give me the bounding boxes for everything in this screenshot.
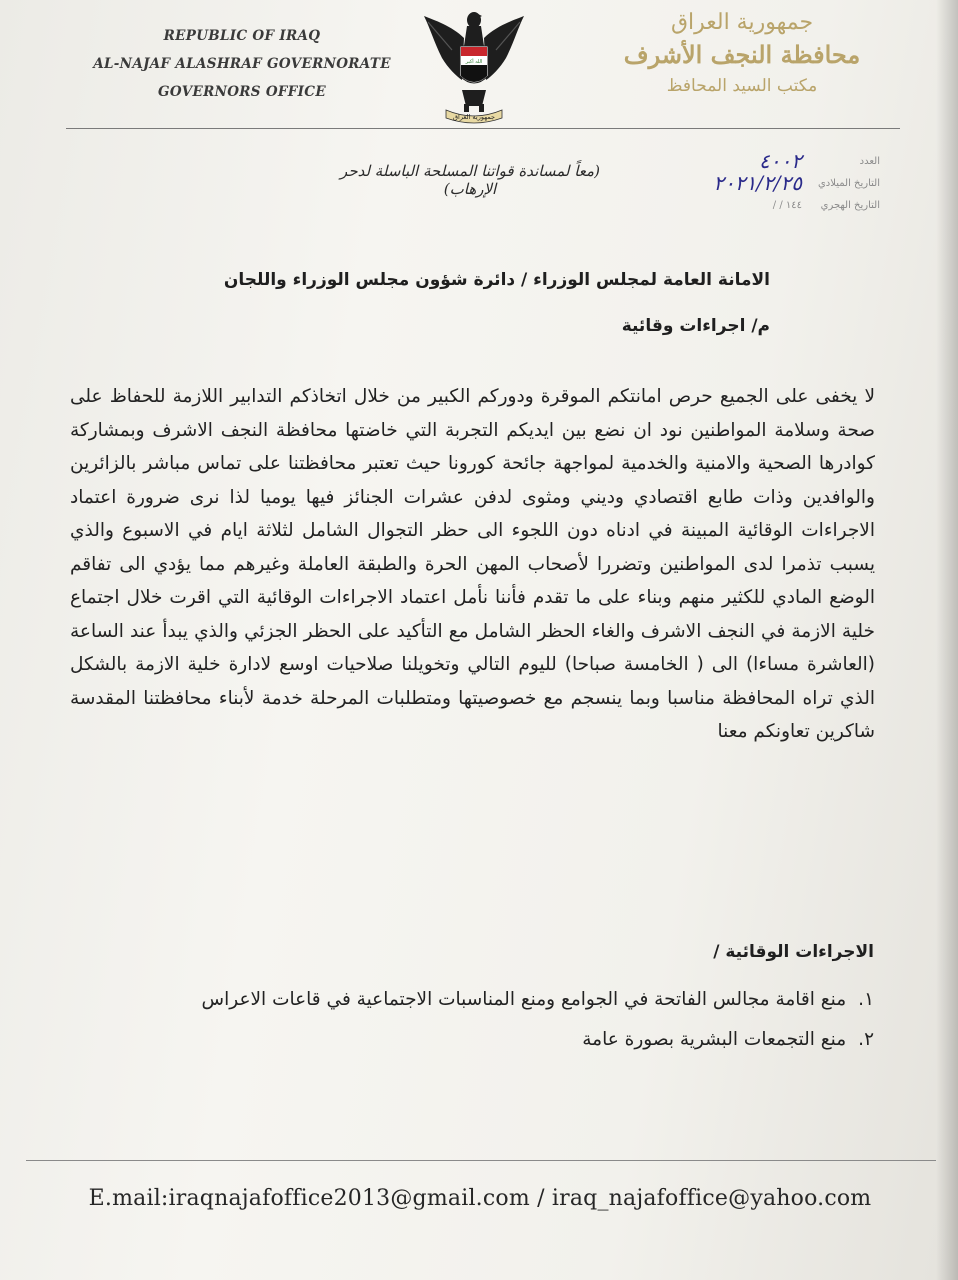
number-label: العدد [859,155,880,167]
procedures-title: الاجراءات الوقائية / [713,942,874,962]
page-shadow [936,0,958,1280]
footer-email: E.mail:iraqnajafoffice2013@gmail.com / iraq_najafoffice@yahoo.com [88,1186,872,1211]
date-value: ٢٠٢١/٢/٢٥ [713,171,802,195]
hijri-date-label: التاريخ الهجري [820,199,880,211]
emblem-banner-text: جمهورية العراق [453,113,495,121]
reference-block [640,150,880,216]
list-item-text: منع اقامة مجالس الفاتحة في الجوامع ومنع المناسبات الاجتماعية في قاعات الاعراس [201,989,847,1010]
list-item-number: ١. [858,989,874,1010]
list-item [94,980,874,1020]
header-divider [66,128,900,129]
number-value: ٤٠٠٢ [759,149,802,173]
english-letterhead [92,22,392,106]
date-label: التاريخ الميلادي [817,177,880,189]
subject-line: م/ اجراءات وقائية [621,316,770,336]
footer-divider [26,1160,936,1161]
arabic-letterhead-line-3: مكتب السيد المحافظ [666,76,818,96]
procedures-list [94,980,874,1060]
list-item [94,1020,874,1060]
arabic-letterhead-line-1: جمهورية العراق [670,10,814,35]
addressee: الامانة العامة لمجلس الوزراء / دائرة شؤون مجلس الوزراء واللجان [223,270,770,290]
arabic-letterhead-line-2: محافظة النجف الأشرف [623,40,861,69]
letterhead-line-2: AL-NAJAF ALASHRAF GOVERNORATE [93,56,391,72]
letter-body: لا يخفى على الجميع حرص امانتكم الموقرة ودوركم الكبير من خلال اتخاذكم التدابير اللازمة للحفاظ على صحة وسلامة المواطنين نود ان نضع بين ايديكم التجربة التي خاضتها محافظة النجف الاشرف وبمشاركة كوادرها الصحية والامنية والخدمية لمواجهة جائحة كورونا حيث تعتبر محافظتنا على تماس مباشر بالزائرين والوافدين وذات طابع اقتصادي وديني ومثوى لدفن عشرات الجنائز فيها يوميا لذا نرى ضرورة اعتماد الاجراءات الوقائية المبينة في ادناه دون اللجوء الى حظر التجوال الشامل لثلاثة ايام في الاسبوع والذي يسبب تذمرا لدى المواطنين وتضررا لأصحاب المهن الحرة والطبقة العاملة وغيرهم مما يؤدي الى تفاقم الوضع المادي للكثير منهم وبناء على ما تقدم فأننا نأمل اعتماد الاجراءات الوقائية التي اقرت خلال اجتماع خلية الازمة في النجف الاشرف والغاء الحظر الشامل مع التأكيد على الحظر الجزئي والذي يبدأ عند الساعة (العاشرة مساءا) الى ( الخامسة صباحا) لليوم التالي وتخويلنا صلاحيات اوسع لادارة خلية الازمة بالشكل الذي تراه المحافظة مناسبا وبما ينسجم مع خصوصيتها ومتطلبات المرحلة خدمة لأبناء محافظتنا المقدسة شاكرين تعاونكم معنا [70,386,875,742]
list-item-text: منع التجمعات البشرية بصورة عامة [582,1029,847,1050]
letterhead-line-3: GOVERNORS OFFICE [158,84,326,100]
arabic-letterhead [622,8,862,100]
svg-text:الله أكبر: الله أكبر [465,59,483,65]
motto: (معاً لمساندة قواتنا المسلحة الباسلة لدحر الإرهاب) [340,162,600,198]
letterhead-line-1: REPUBLIC OF IRAQ [163,28,321,44]
hijri-date-value: / / ١٤٤ [772,199,802,211]
list-item-number: ٢. [858,1029,874,1050]
iraq-eagle-emblem-icon [412,6,536,126]
